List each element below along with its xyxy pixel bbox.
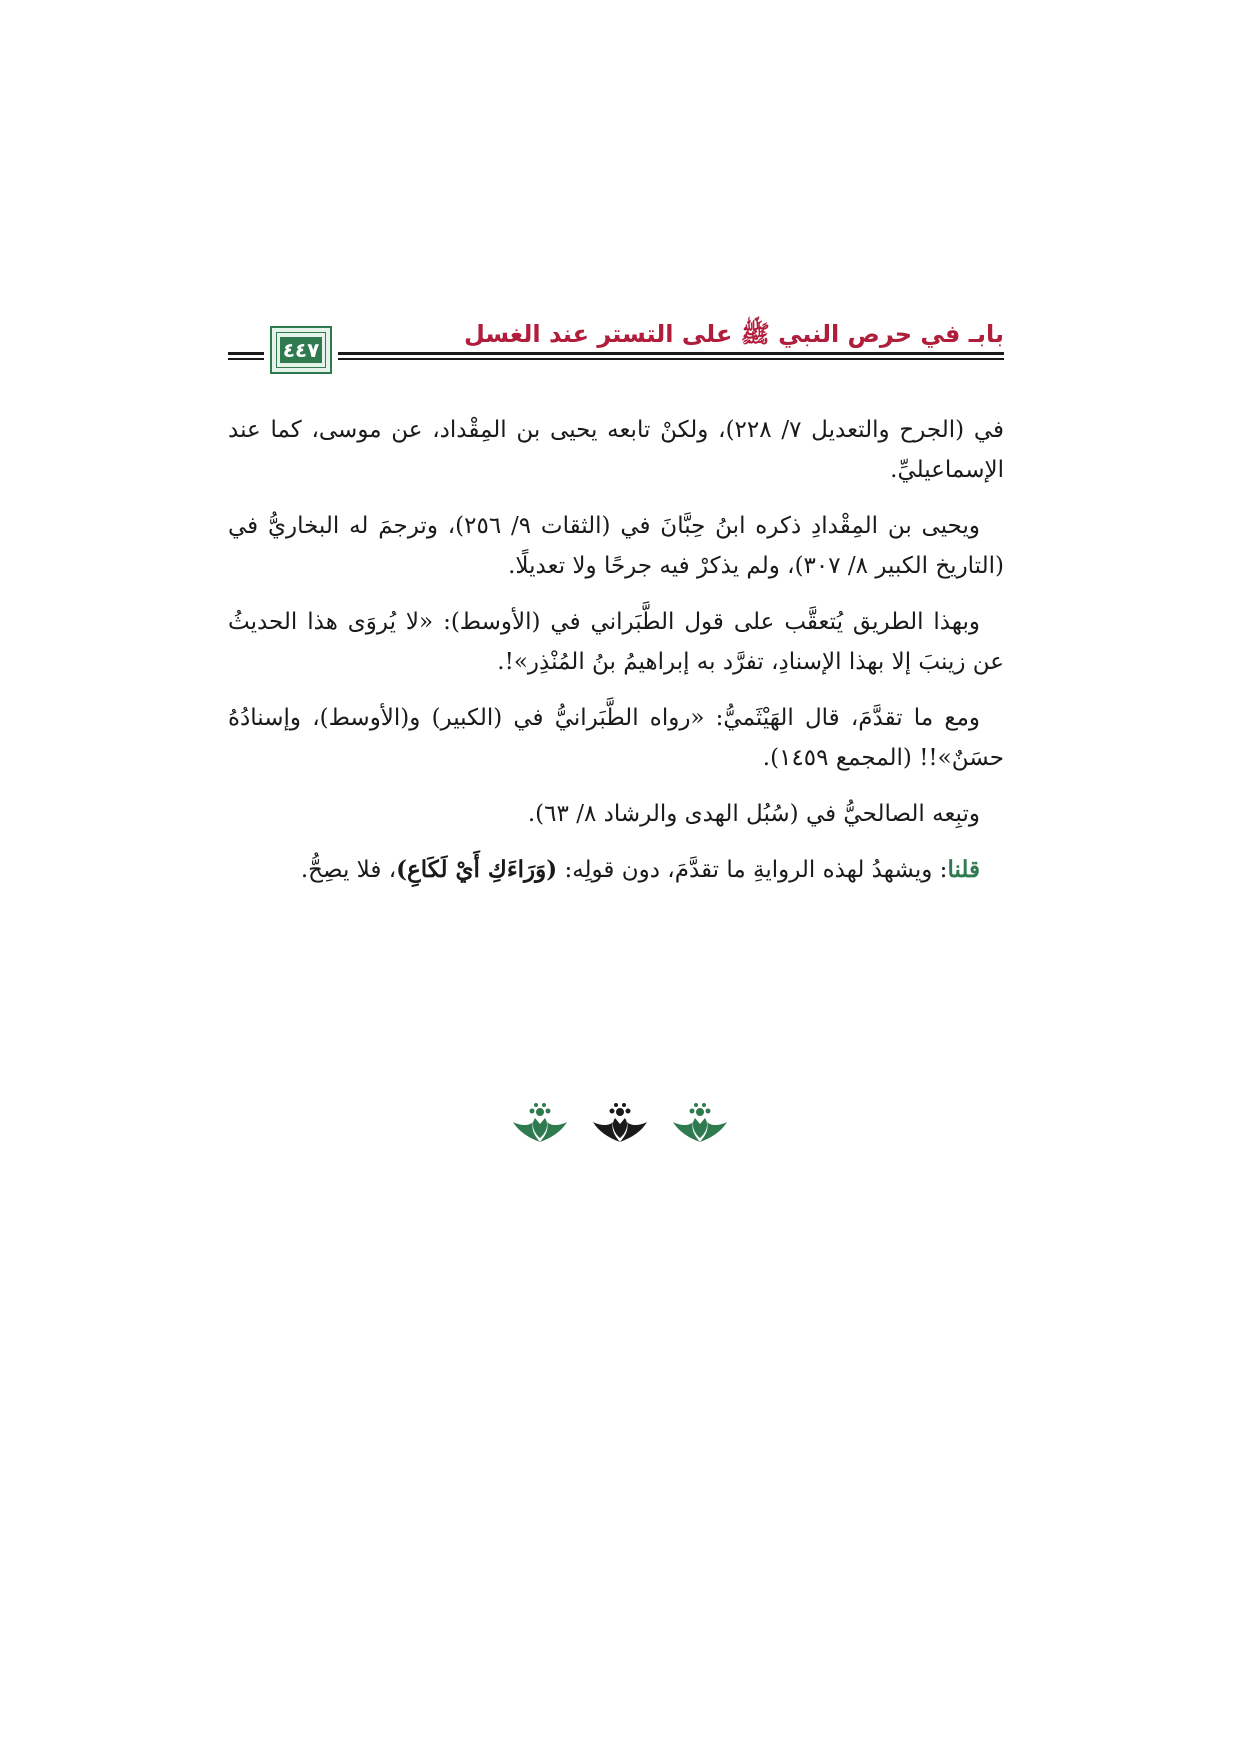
paragraph-1: في (الجرح والتعديل ٧/ ٢٢٨)، ولكنْ تابعه يحيى بن المِقْداد، عن موسى، كما عند الإسماعيليِّ. [228,417,1004,483]
paragraph-6-text-2: ، فلا يصِحُّ. [300,857,397,883]
paragraph-4: ومع ما تقدَّمَ، قال الهَيْثَميُّ: «رواه الطَّبَرانيُّ في (الكبير) و(الأوسط)، وإسنادُهُ حسَنٌ»!! (المجمع ١٤٥٩). [228,705,1004,771]
header-rule-left-bottom [228,358,264,360]
header-rule-right-top [338,352,1004,355]
main-text [228,410,1004,906]
header-rule-left-top [228,352,264,355]
qulna-label: قلنا [947,856,980,883]
paragraph-3: وبهذا الطريق يُتعقَّب على قول الطَّبَراني في (الأوسط): «لا يُروَى هذا الحديثُ عن زينبَ إلا بهذا الإسنادِ، تفرَّد به إبراهيمُ بنُ المُنْذِر»!. [228,609,1004,675]
floral-ornament-icon [671,1102,729,1144]
header-rule-right-bottom [338,358,1004,360]
hadith-quote: (وَرَاءَكِ أَيْ لَكَاعِ) [396,856,558,883]
floral-ornament-icon [591,1102,649,1144]
floral-ornament-icon [511,1102,569,1144]
page-number-badge [270,326,332,374]
paragraph-5: وتبِعه الصالحيُّ في (سُبُل الهدى والرشاد ٨/ ٦٣). [527,801,980,827]
section-end-ornament [0,1102,1240,1152]
page-header [228,318,1004,390]
paragraph-2: ويحيى بن المِقْدادِ ذكره ابنُ حِبَّانَ في (الثقات ٩/ ٢٥٦)، وترجمَ له البخاريُّ في (التاريخ الكبير ٨/ ٣٠٧)، ولم يذكرْ فيه جرحًا ولا تعديلًا. [228,513,1004,579]
page-number: ٤٤٧ [280,337,322,363]
paragraph-6 [228,850,1004,890]
paragraph-6-text-1: : ويشهدُ لهذه الروايةِ ما تقدَّمَ، دون قولِه: [557,857,948,883]
chapter-title: بابـ في حرص النبي ﷺ على التستر عند الغسل [463,320,1004,348]
